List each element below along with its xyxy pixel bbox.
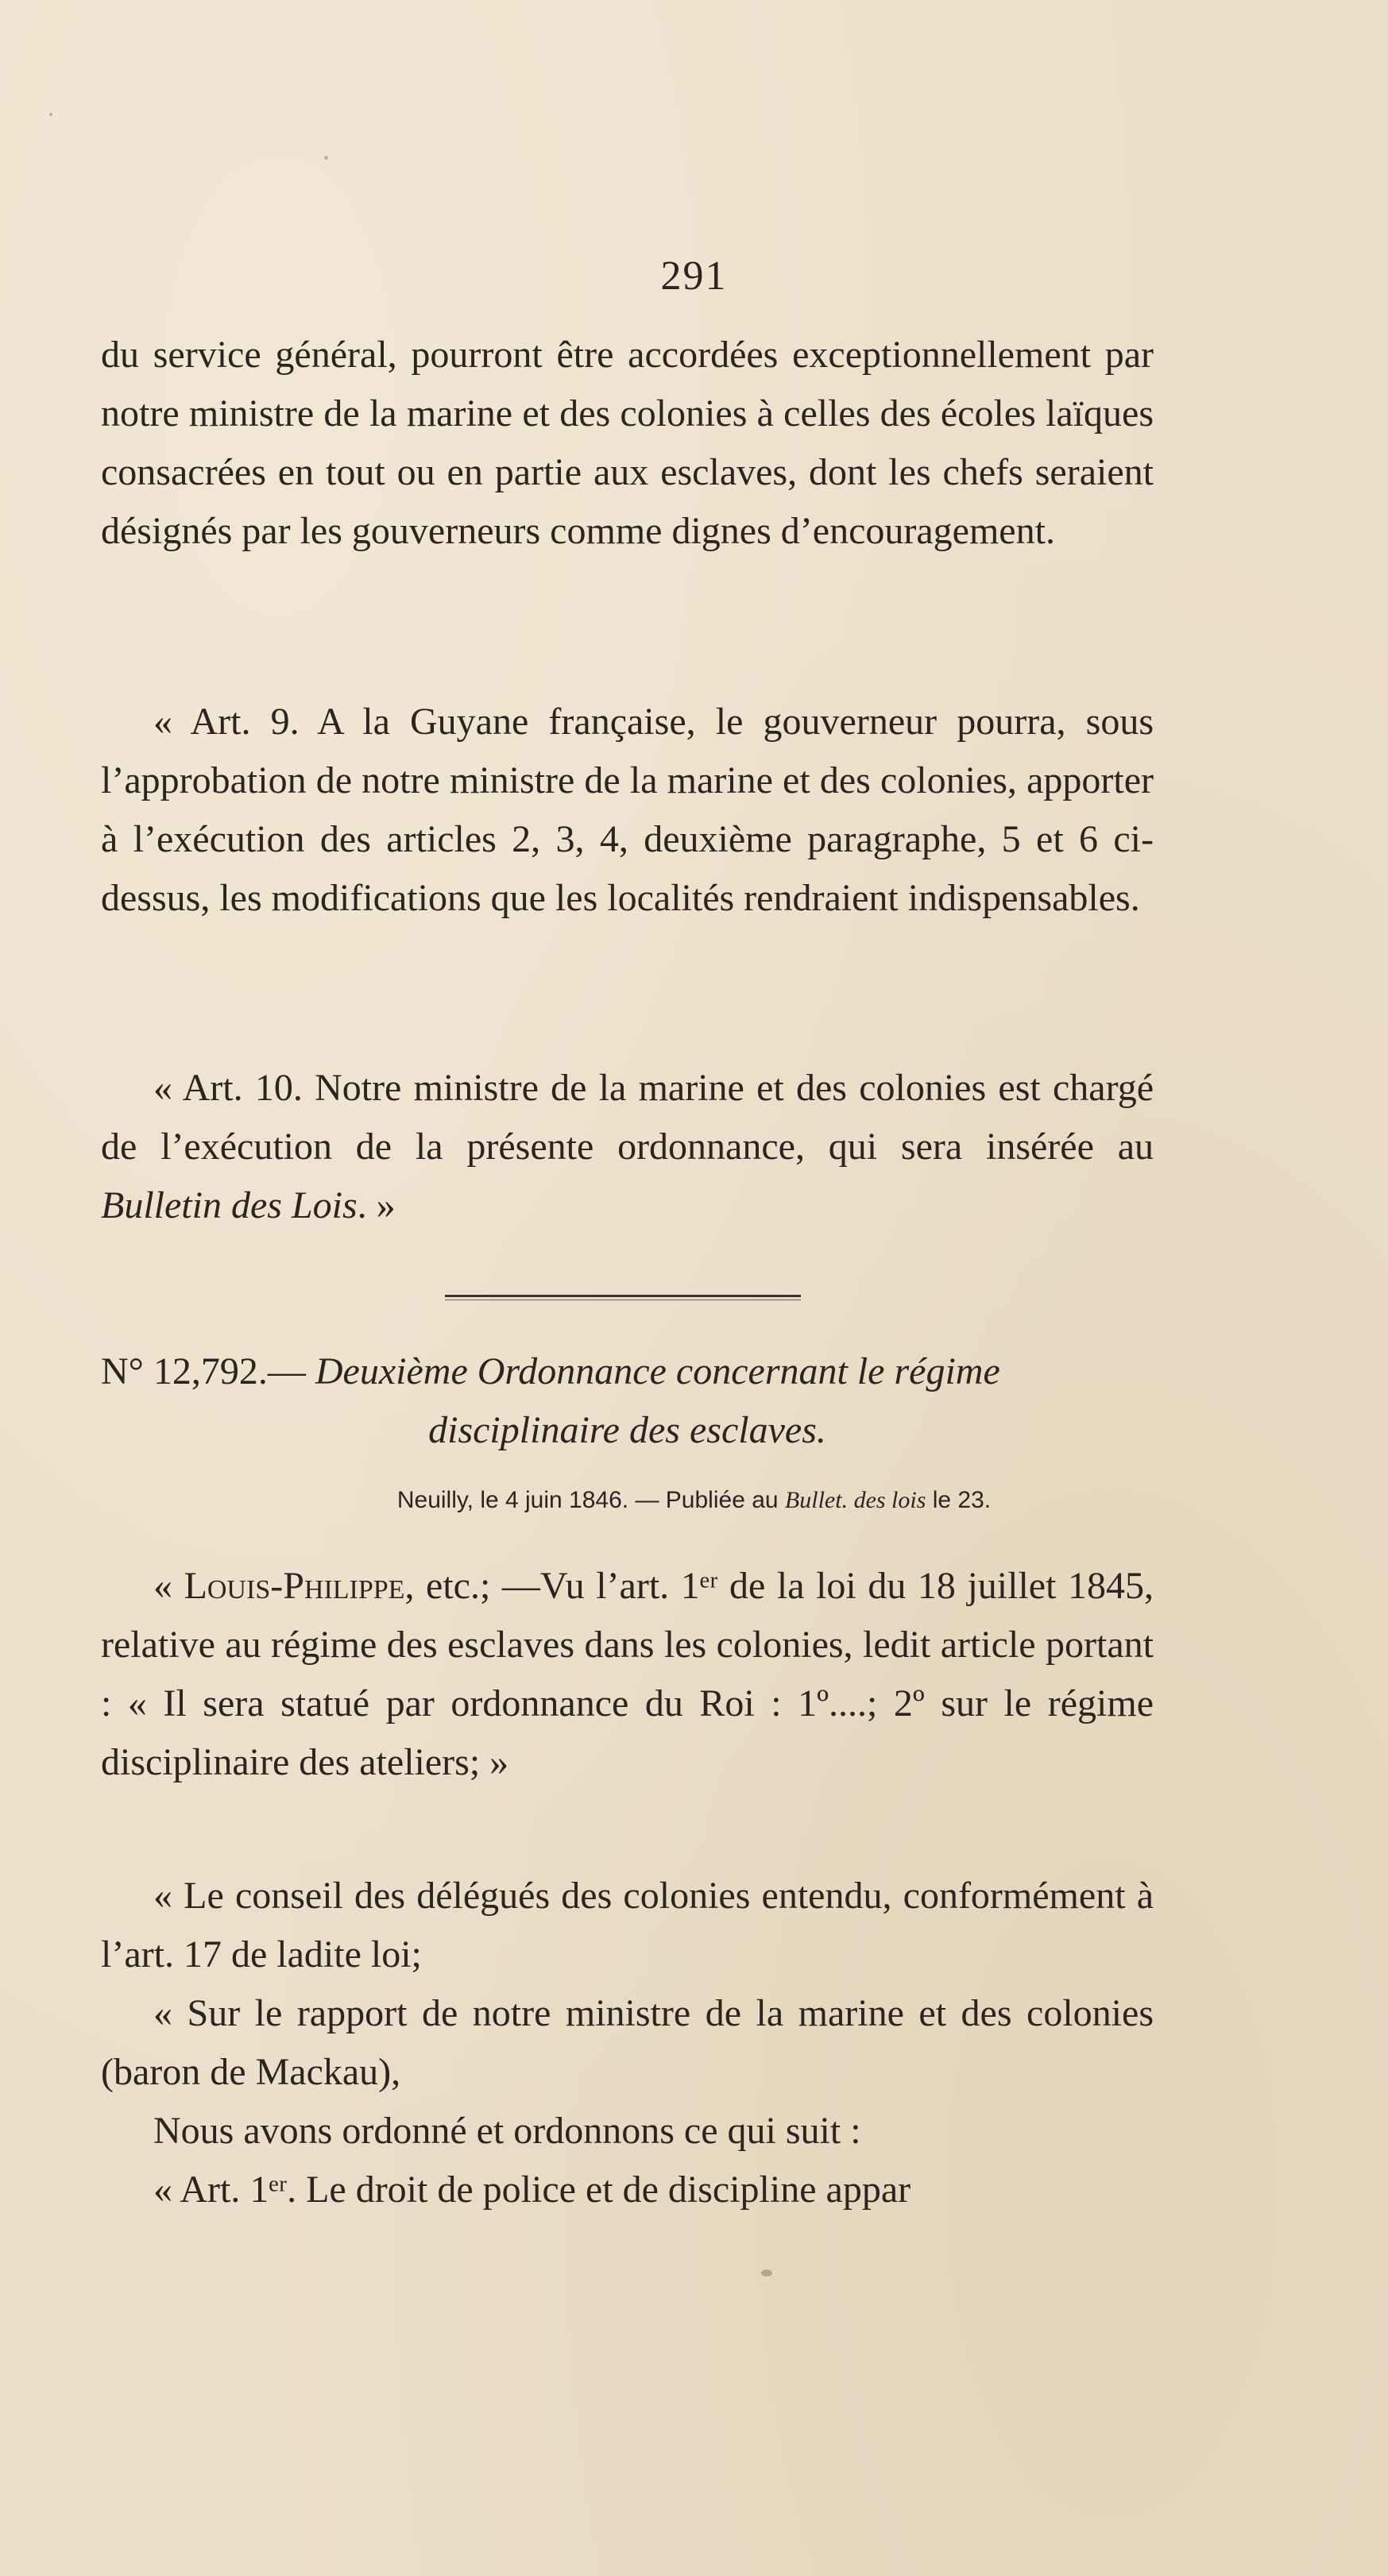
paragraph-text: Nous avons ordonné et ordonnons ce qui suit : xyxy=(153,2110,861,2152)
dateline-text: Neuilly, le 4 juin 1846. — Publiée au xyxy=(396,1487,785,1513)
paragraph-text: « Art. 1ᵉʳ. Le droit de police et de discipline appar xyxy=(153,2169,911,2211)
paragraph-text-segment: , etc.; —Vu l’art. 1ᵉʳ de la loi du 18 juillet 1845, relative au régime des esclaves dans les colonies, ledit article portant : « Il sera statué par ordonnance du Roi : 1º....; 2º sur le régime disciplinaire des ateliers; » xyxy=(101,1565,1154,1783)
section-divider xyxy=(445,1295,801,1297)
paragraph-text xyxy=(101,1557,1154,1792)
paper-speck xyxy=(49,113,52,116)
paragraph-report xyxy=(101,1984,1154,2102)
paragraph-text: du service général, pourront être accordées exceptionnellement par notre ministre de la marine et des colonies à celles des écoles laïques consacrées en tout ou en partie aux esclaves, dont les chefs seraient désignés par les gouverneurs comme dignes d’encouragement. xyxy=(101,334,1154,552)
decree-title-line1: Deuxième Ordonnance concernant le régime xyxy=(315,1350,1000,1392)
decree-heading xyxy=(101,1342,1154,1460)
decree-dash: — xyxy=(267,1350,306,1392)
king-name: Louis-Philippe xyxy=(184,1565,405,1607)
paragraph-article-10 xyxy=(101,1059,1154,1235)
paragraph-text-segment: « Art. 10. Notre ministre de la marine et des colonies est chargé de l’exécution de la présente ordonnance, qui sera insérée au xyxy=(101,1067,1154,1168)
dateline-text: le 23. xyxy=(926,1487,992,1513)
paragraph-ordinance xyxy=(101,2102,1154,2161)
bulletin-title: Bulletin des Lois xyxy=(101,1184,358,1226)
paragraph-text: « Sur le rapport de notre ministre de la marine et des colonies (baron de Mackau), xyxy=(101,1992,1154,2093)
paper-speck xyxy=(761,2269,772,2277)
paragraph-preamble xyxy=(101,1557,1154,1792)
decree-heading-line xyxy=(101,1342,1154,1401)
paragraph-article-9 xyxy=(101,693,1154,928)
paper-speck xyxy=(324,156,328,160)
paragraph-continuation xyxy=(101,326,1154,561)
page-number: 291 xyxy=(660,253,728,299)
paragraph-text-segment: . » xyxy=(357,1184,396,1226)
decree-number: N° 12,792. xyxy=(101,1350,268,1392)
dateline-bulletin: Bullet. des lois xyxy=(784,1487,926,1513)
paragraph-article-1 xyxy=(101,2161,1154,2219)
decree-title-line2: disciplinaire des esclaves. xyxy=(428,1409,826,1451)
paragraph-text xyxy=(101,1059,1154,1235)
paragraph-text: « Art. 9. A la Guyane française, le gouverneur pourra, sous l’approbation de notre ministre de la marine et des colonies, apporter à l’exécution des articles 2, 3, 4, deuxième paragraphe, 5 et 6 ci-dessus, les modifications que les localités rendraient indispensables. xyxy=(101,701,1154,919)
paragraph-council xyxy=(101,1867,1154,1984)
paragraph-text: « Le conseil des délégués des colonies entendu, conformément à l’art. 17 de ladite loi; xyxy=(101,1875,1154,1975)
decree-dateline xyxy=(0,1487,1388,1514)
quote-mark: « xyxy=(153,1565,184,1607)
